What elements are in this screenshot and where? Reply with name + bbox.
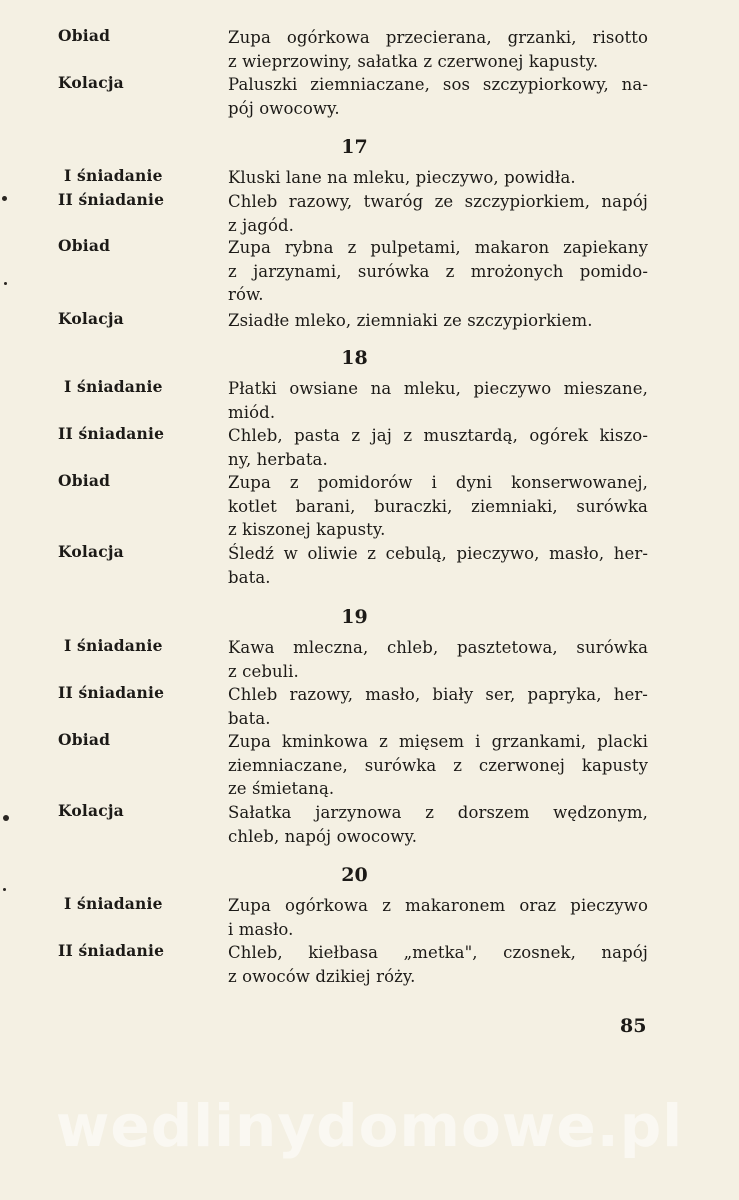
meal-label: I śniadanie: [64, 377, 163, 396]
meal-description: Chleb, kiełbasa „metka", czosnek, napój z owoców dzikiej róży.: [228, 943, 648, 986]
speck-mark: [3, 888, 6, 891]
meal-label: Obiad: [58, 730, 111, 749]
meal-label: II śniadanie: [58, 424, 165, 443]
meal-description: Chleb razowy, twaróg ze szczypiorkiem, napój z jagód.: [228, 192, 648, 235]
meal-description: Sałatka jarzynowa z dorszem wędzonym, chleb, napój owocowy.: [228, 803, 648, 846]
speck-mark: [4, 282, 7, 285]
meal-description: Zupa ogórkowa przecierana, grzanki, risotto z wieprzowiny, sałatka z czerwonej kapusty.: [228, 28, 648, 71]
meal-label: II śniadanie: [58, 190, 165, 209]
meal-description: Kawa mleczna, chleb, pasztetowa, surówka z cebuli.: [228, 638, 648, 681]
meal-label: Obiad: [58, 26, 111, 45]
day-heading: 18: [341, 347, 368, 369]
day-heading: 20: [341, 864, 368, 886]
meal-label: Kolacja: [58, 73, 124, 92]
day-heading: 17: [341, 136, 368, 158]
meal-label: I śniadanie: [64, 894, 163, 913]
meal-label: I śniadanie: [64, 166, 163, 185]
meal-label: Obiad: [58, 471, 111, 490]
meal-label: Kolacja: [58, 542, 124, 561]
watermark-text: wedlinydomowe.pl: [55, 1092, 684, 1160]
speck-mark: [3, 815, 9, 821]
meal-description: Zupa kminkowa z mięsem i grzankami, placki ziemniaczane, surówka z czerwonej kapusty ze śmietaną.: [228, 732, 648, 798]
meal-description: Śledź w oliwie z cebulą, pieczywo, masło, her- bata.: [228, 544, 648, 587]
meal-label: I śniadanie: [64, 636, 163, 655]
meal-description: Płatki owsiane na mleku, pieczywo mieszane, miód.: [228, 379, 648, 422]
page-number: 85: [620, 1015, 647, 1037]
meal-description: Zsiadłe mleko, ziemniaki ze szczypiorkiem.: [228, 311, 593, 330]
meal-description: Paluszki ziemniaczane, sos szczypiorkowy, na- pój owocowy.: [228, 75, 648, 118]
speck-mark: [2, 196, 7, 201]
meal-label: Kolacja: [58, 801, 124, 820]
day-heading: 19: [341, 606, 368, 628]
meal-label: Kolacja: [58, 309, 124, 328]
meal-description: Zupa rybna z pulpetami, makaron zapiekany z jarzynami, surówka z mrożonych pomido- rów.: [228, 238, 648, 304]
meal-description: Chleb, pasta z jaj z musztardą, ogórek kiszo- ny, herbata.: [228, 426, 648, 469]
meal-label: Obiad: [58, 236, 111, 255]
meal-description: Zupa ogórkowa z makaronem oraz pieczywo i masło.: [228, 896, 648, 939]
meal-description: Kluski lane na mleku, pieczywo, powidła.: [228, 168, 576, 187]
meal-description: Zupa z pomidorów i dyni konserwowanej, kotlet barani, buraczki, ziemniaki, surówka z kiszonej kapusty.: [228, 473, 648, 539]
meal-description: Chleb razowy, masło, biały ser, papryka, her- bata.: [228, 685, 648, 728]
meal-label: II śniadanie: [58, 941, 165, 960]
meal-label: II śniadanie: [58, 683, 165, 702]
